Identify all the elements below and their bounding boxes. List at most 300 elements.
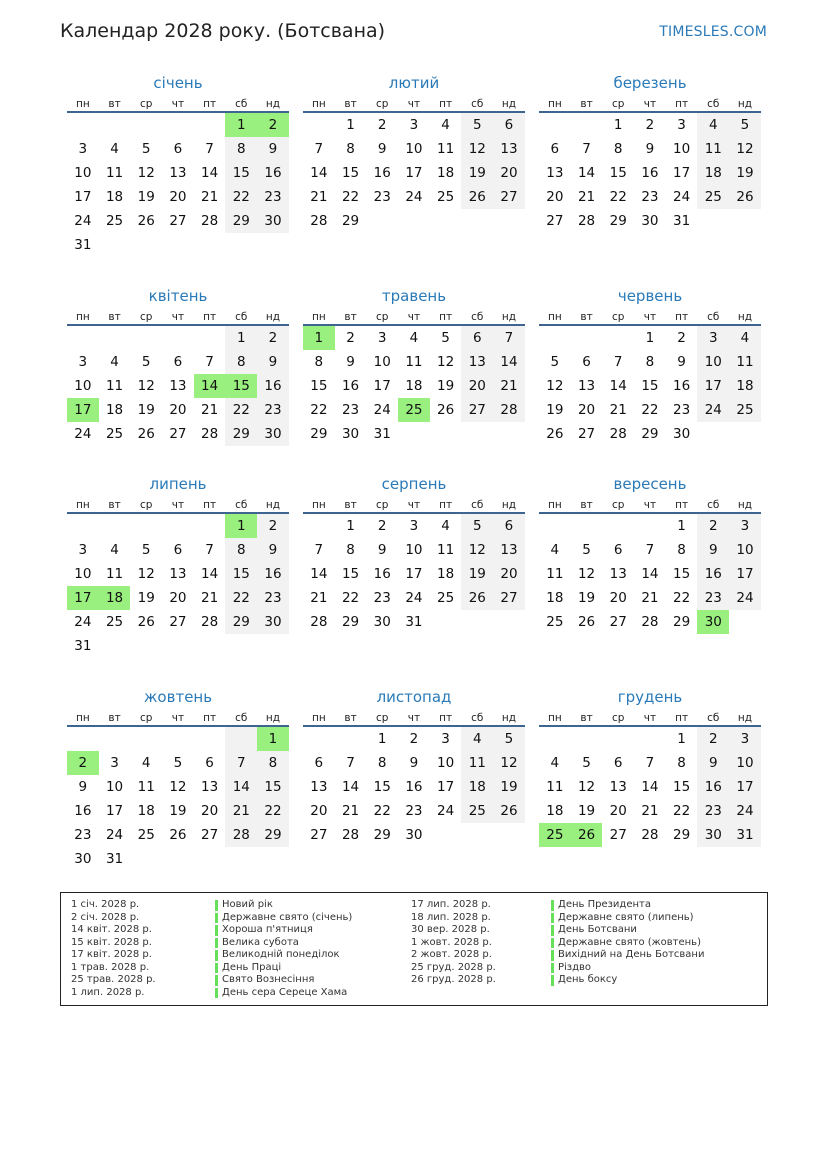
day-cell[interactable]: 13 <box>169 378 187 394</box>
day-cell[interactable]: 18 <box>137 803 155 819</box>
day-cell[interactable]: 27 <box>310 827 328 843</box>
day-cell[interactable]: 10 <box>729 538 761 562</box>
day-cell[interactable]: 26 <box>137 426 155 442</box>
day-cell[interactable]: 21 <box>310 590 328 606</box>
day-cell[interactable]: 18 <box>546 590 564 606</box>
day-cell[interactable]: 6 <box>550 141 560 157</box>
day-cell[interactable]: 3 <box>78 141 88 157</box>
day-cell[interactable]: 9 <box>78 779 88 795</box>
day-cell[interactable]: 16 <box>373 566 391 582</box>
day-cell[interactable]: 27 <box>493 185 525 209</box>
day-cell[interactable]: 13 <box>609 779 627 795</box>
day-cell[interactable]: 18 <box>729 374 761 398</box>
day-cell[interactable]: 28 <box>609 426 627 442</box>
day-cell[interactable]: 5 <box>493 727 525 751</box>
site-logo[interactable]: TIMESLES.COM <box>659 24 767 40</box>
day-cell[interactable]: 28 <box>310 213 328 229</box>
day-cell[interactable]: 30 <box>257 610 289 634</box>
day-cell[interactable]: 8 <box>225 538 257 562</box>
day-cell[interactable]: 19 <box>729 161 761 185</box>
holiday-day-cell[interactable]: 18 <box>99 586 131 610</box>
day-cell[interactable]: 29 <box>310 426 328 442</box>
day-cell[interactable]: 30 <box>341 426 360 442</box>
day-cell[interactable]: 15 <box>641 378 659 394</box>
day-cell[interactable]: 20 <box>609 803 627 819</box>
day-cell[interactable]: 26 <box>461 185 493 209</box>
holiday-day-cell[interactable]: 25 <box>398 398 430 422</box>
day-cell[interactable]: 11 <box>437 141 455 157</box>
day-cell[interactable]: 14 <box>310 566 328 582</box>
day-cell[interactable]: 17 <box>373 378 391 394</box>
day-cell[interactable]: 7 <box>346 755 355 771</box>
day-cell[interactable]: 9 <box>697 538 729 562</box>
day-cell[interactable]: 10 <box>74 378 92 394</box>
day-cell[interactable]: 11 <box>697 137 729 161</box>
day-cell[interactable]: 7 <box>314 542 324 558</box>
day-cell[interactable]: 28 <box>225 823 257 847</box>
day-cell[interactable]: 23 <box>673 402 691 418</box>
day-cell[interactable]: 3 <box>78 542 88 558</box>
day-cell[interactable]: 17 <box>74 189 92 205</box>
day-cell[interactable]: 15 <box>373 779 391 795</box>
day-cell[interactable]: 9 <box>257 538 289 562</box>
day-cell[interactable]: 19 <box>137 590 155 606</box>
day-cell[interactable]: 29 <box>225 422 257 446</box>
day-cell[interactable]: 19 <box>461 562 493 586</box>
day-cell[interactable]: 11 <box>105 566 124 582</box>
day-cell[interactable]: 19 <box>577 590 596 606</box>
day-cell[interactable]: 6 <box>314 755 324 771</box>
day-cell[interactable]: 2 <box>409 731 419 747</box>
day-cell[interactable]: 24 <box>697 398 729 422</box>
day-cell[interactable]: 10 <box>405 141 423 157</box>
day-cell[interactable]: 29 <box>609 213 627 229</box>
day-cell[interactable]: 4 <box>110 141 119 157</box>
day-cell[interactable]: 15 <box>341 165 360 181</box>
day-cell[interactable]: 16 <box>405 779 423 795</box>
day-cell[interactable]: 16 <box>257 161 289 185</box>
day-cell[interactable]: 8 <box>346 542 355 558</box>
day-cell[interactable]: 12 <box>137 165 155 181</box>
day-cell[interactable]: 2 <box>257 326 289 350</box>
day-cell[interactable]: 15 <box>225 161 257 185</box>
day-cell[interactable]: 12 <box>137 566 155 582</box>
day-cell[interactable]: 1 <box>346 117 355 133</box>
day-cell[interactable]: 22 <box>225 398 257 422</box>
day-cell[interactable]: 18 <box>105 402 124 418</box>
day-cell[interactable]: 19 <box>546 402 564 418</box>
day-cell[interactable]: 23 <box>257 398 289 422</box>
holiday-day-cell[interactable]: 26 <box>571 823 603 847</box>
day-cell[interactable]: 14 <box>225 775 257 799</box>
day-cell[interactable]: 26 <box>137 614 155 630</box>
day-cell[interactable]: 17 <box>729 775 761 799</box>
day-cell[interactable]: 6 <box>173 354 183 370</box>
day-cell[interactable]: 31 <box>673 213 691 229</box>
day-cell[interactable]: 17 <box>105 803 124 819</box>
day-cell[interactable]: 14 <box>341 779 360 795</box>
day-cell[interactable]: 22 <box>373 803 391 819</box>
day-cell[interactable]: 3 <box>78 354 88 370</box>
day-cell[interactable]: 1 <box>377 731 387 747</box>
day-cell[interactable]: 12 <box>169 779 187 795</box>
day-cell[interactable]: 1 <box>677 518 686 534</box>
day-cell[interactable]: 2 <box>697 727 729 751</box>
day-cell[interactable]: 5 <box>141 354 151 370</box>
day-cell[interactable]: 4 <box>461 727 493 751</box>
day-cell[interactable]: 16 <box>697 775 729 799</box>
day-cell[interactable]: 21 <box>201 189 219 205</box>
day-cell[interactable]: 4 <box>441 518 450 534</box>
day-cell[interactable]: 15 <box>673 779 691 795</box>
day-cell[interactable]: 26 <box>546 426 564 442</box>
day-cell[interactable]: 22 <box>225 586 257 610</box>
day-cell[interactable]: 4 <box>441 117 450 133</box>
day-cell[interactable]: 8 <box>225 137 257 161</box>
day-cell[interactable]: 26 <box>729 185 761 209</box>
day-cell[interactable]: 18 <box>697 161 729 185</box>
day-cell[interactable]: 4 <box>729 326 761 350</box>
day-cell[interactable]: 29 <box>225 610 257 634</box>
day-cell[interactable]: 28 <box>201 426 219 442</box>
day-cell[interactable]: 25 <box>105 213 124 229</box>
day-cell[interactable]: 23 <box>405 803 423 819</box>
day-cell[interactable]: 26 <box>437 402 455 418</box>
day-cell[interactable]: 12 <box>729 137 761 161</box>
day-cell[interactable]: 31 <box>729 823 761 847</box>
day-cell[interactable]: 15 <box>225 562 257 586</box>
day-cell[interactable]: 27 <box>461 398 493 422</box>
day-cell[interactable]: 22 <box>341 590 360 606</box>
day-cell[interactable]: 27 <box>609 827 627 843</box>
day-cell[interactable]: 22 <box>310 402 328 418</box>
day-cell[interactable]: 30 <box>257 209 289 233</box>
day-cell[interactable]: 25 <box>697 185 729 209</box>
day-cell[interactable]: 3 <box>441 731 450 747</box>
day-cell[interactable]: 13 <box>609 566 627 582</box>
day-cell[interactable]: 8 <box>377 755 387 771</box>
day-cell[interactable]: 20 <box>310 803 328 819</box>
day-cell[interactable]: 27 <box>609 614 627 630</box>
day-cell[interactable]: 24 <box>437 803 455 819</box>
day-cell[interactable]: 21 <box>201 402 219 418</box>
day-cell[interactable]: 20 <box>461 374 493 398</box>
day-cell[interactable]: 1 <box>613 117 623 133</box>
day-cell[interactable]: 26 <box>169 827 187 843</box>
day-cell[interactable]: 29 <box>373 827 391 843</box>
day-cell[interactable]: 25 <box>437 189 455 205</box>
day-cell[interactable]: 17 <box>405 566 423 582</box>
day-cell[interactable]: 20 <box>577 402 596 418</box>
day-cell[interactable]: 29 <box>225 209 257 233</box>
day-cell[interactable]: 20 <box>546 189 564 205</box>
day-cell[interactable]: 23 <box>257 185 289 209</box>
day-cell[interactable]: 23 <box>641 189 659 205</box>
day-cell[interactable]: 5 <box>141 141 151 157</box>
day-cell[interactable]: 24 <box>373 402 391 418</box>
day-cell[interactable]: 24 <box>74 614 92 630</box>
day-cell[interactable]: 12 <box>546 378 564 394</box>
holiday-day-cell[interactable]: 25 <box>539 823 571 847</box>
day-cell[interactable]: 4 <box>110 354 119 370</box>
day-cell[interactable]: 11 <box>105 165 124 181</box>
day-cell[interactable]: 7 <box>225 751 257 775</box>
day-cell[interactable]: 3 <box>729 514 761 538</box>
day-cell[interactable]: 2 <box>257 514 289 538</box>
day-cell[interactable]: 6 <box>613 542 623 558</box>
day-cell[interactable]: 29 <box>341 614 360 630</box>
day-cell[interactable]: 5 <box>141 542 151 558</box>
day-cell[interactable]: 19 <box>461 161 493 185</box>
day-cell[interactable]: 3 <box>409 117 419 133</box>
day-cell[interactable]: 9 <box>677 354 686 370</box>
day-cell[interactable]: 13 <box>546 165 564 181</box>
day-cell[interactable]: 16 <box>74 803 92 819</box>
day-cell[interactable]: 16 <box>697 562 729 586</box>
day-cell[interactable]: 14 <box>201 165 219 181</box>
day-cell[interactable]: 9 <box>697 751 729 775</box>
day-cell[interactable]: 8 <box>346 141 355 157</box>
day-cell[interactable]: 15 <box>673 566 691 582</box>
day-cell[interactable]: 20 <box>493 562 525 586</box>
day-cell[interactable]: 24 <box>405 189 423 205</box>
day-cell[interactable]: 12 <box>577 779 596 795</box>
day-cell[interactable]: 21 <box>493 374 525 398</box>
day-cell[interactable]: 11 <box>546 779 564 795</box>
day-cell[interactable]: 27 <box>493 586 525 610</box>
day-cell[interactable]: 4 <box>550 755 560 771</box>
day-cell[interactable]: 21 <box>577 189 596 205</box>
day-cell[interactable]: 30 <box>257 422 289 446</box>
day-cell[interactable]: 3 <box>697 326 729 350</box>
day-cell[interactable]: 10 <box>74 566 92 582</box>
day-cell[interactable]: 7 <box>205 354 214 370</box>
holiday-day-cell[interactable]: 2 <box>257 113 289 137</box>
day-cell[interactable]: 21 <box>609 402 627 418</box>
day-cell[interactable]: 20 <box>609 590 627 606</box>
day-cell[interactable]: 26 <box>493 799 525 823</box>
day-cell[interactable]: 20 <box>169 402 187 418</box>
day-cell[interactable]: 24 <box>105 827 124 843</box>
day-cell[interactable]: 5 <box>461 514 493 538</box>
day-cell[interactable]: 7 <box>613 354 623 370</box>
day-cell[interactable]: 24 <box>405 590 423 606</box>
day-cell[interactable]: 5 <box>582 542 591 558</box>
day-cell[interactable]: 22 <box>225 185 257 209</box>
day-cell[interactable]: 24 <box>673 189 691 205</box>
day-cell[interactable]: 25 <box>461 799 493 823</box>
day-cell[interactable]: 9 <box>257 137 289 161</box>
day-cell[interactable]: 12 <box>577 566 596 582</box>
day-cell[interactable]: 23 <box>697 586 729 610</box>
day-cell[interactable]: 21 <box>641 590 659 606</box>
day-cell[interactable]: 3 <box>377 330 387 346</box>
day-cell[interactable]: 27 <box>169 614 187 630</box>
day-cell[interactable]: 30 <box>697 823 729 847</box>
day-cell[interactable]: 28 <box>641 827 659 843</box>
day-cell[interactable]: 19 <box>169 803 187 819</box>
day-cell[interactable]: 12 <box>461 538 493 562</box>
day-cell[interactable]: 25 <box>105 426 124 442</box>
day-cell[interactable]: 18 <box>437 566 455 582</box>
day-cell[interactable]: 16 <box>257 374 289 398</box>
day-cell[interactable]: 9 <box>346 354 355 370</box>
day-cell[interactable]: 31 <box>74 237 92 253</box>
day-cell[interactable]: 22 <box>341 189 360 205</box>
day-cell[interactable]: 8 <box>677 542 686 558</box>
day-cell[interactable]: 9 <box>409 755 419 771</box>
day-cell[interactable]: 11 <box>105 378 124 394</box>
day-cell[interactable]: 16 <box>641 165 659 181</box>
day-cell[interactable]: 24 <box>729 586 761 610</box>
day-cell[interactable]: 23 <box>257 586 289 610</box>
day-cell[interactable]: 22 <box>673 803 691 819</box>
day-cell[interactable]: 20 <box>201 803 219 819</box>
day-cell[interactable]: 6 <box>173 542 183 558</box>
day-cell[interactable]: 8 <box>677 755 686 771</box>
day-cell[interactable]: 15 <box>609 165 627 181</box>
day-cell[interactable]: 17 <box>405 165 423 181</box>
day-cell[interactable]: 7 <box>645 755 655 771</box>
day-cell[interactable]: 10 <box>729 751 761 775</box>
day-cell[interactable]: 21 <box>310 189 328 205</box>
day-cell[interactable]: 10 <box>673 141 691 157</box>
day-cell[interactable]: 29 <box>673 827 691 843</box>
day-cell[interactable]: 28 <box>310 614 328 630</box>
day-cell[interactable]: 23 <box>341 402 360 418</box>
day-cell[interactable]: 11 <box>461 751 493 775</box>
day-cell[interactable]: 30 <box>405 827 423 843</box>
day-cell[interactable]: 2 <box>697 514 729 538</box>
day-cell[interactable]: 5 <box>173 755 183 771</box>
day-cell[interactable]: 8 <box>645 354 655 370</box>
day-cell[interactable]: 19 <box>137 189 155 205</box>
day-cell[interactable]: 26 <box>137 213 155 229</box>
day-cell[interactable]: 23 <box>74 827 92 843</box>
day-cell[interactable]: 9 <box>377 542 387 558</box>
day-cell[interactable]: 27 <box>577 426 596 442</box>
day-cell[interactable]: 13 <box>201 779 219 795</box>
day-cell[interactable]: 6 <box>461 326 493 350</box>
day-cell[interactable]: 21 <box>225 799 257 823</box>
day-cell[interactable]: 28 <box>493 398 525 422</box>
day-cell[interactable]: 5 <box>441 330 450 346</box>
day-cell[interactable]: 1 <box>346 518 355 534</box>
day-cell[interactable]: 3 <box>729 727 761 751</box>
day-cell[interactable]: 8 <box>225 350 257 374</box>
day-cell[interactable]: 6 <box>173 141 183 157</box>
day-cell[interactable]: 14 <box>609 378 627 394</box>
day-cell[interactable]: 27 <box>201 827 219 843</box>
day-cell[interactable]: 14 <box>201 566 219 582</box>
day-cell[interactable]: 29 <box>673 614 691 630</box>
day-cell[interactable]: 24 <box>74 213 92 229</box>
day-cell[interactable]: 28 <box>577 213 596 229</box>
day-cell[interactable]: 23 <box>697 799 729 823</box>
day-cell[interactable]: 30 <box>641 213 659 229</box>
day-cell[interactable]: 16 <box>373 165 391 181</box>
day-cell[interactable]: 22 <box>673 590 691 606</box>
day-cell[interactable]: 13 <box>169 165 187 181</box>
day-cell[interactable]: 20 <box>169 189 187 205</box>
day-cell[interactable]: 6 <box>493 113 525 137</box>
day-cell[interactable]: 9 <box>257 350 289 374</box>
day-cell[interactable]: 13 <box>493 538 525 562</box>
day-cell[interactable]: 25 <box>546 614 564 630</box>
day-cell[interactable]: 19 <box>493 775 525 799</box>
day-cell[interactable]: 28 <box>201 213 219 229</box>
day-cell[interactable]: 3 <box>409 518 419 534</box>
day-cell[interactable]: 14 <box>310 165 328 181</box>
day-cell[interactable]: 10 <box>437 755 455 771</box>
day-cell[interactable]: 2 <box>677 330 686 346</box>
holiday-day-cell[interactable]: 17 <box>67 586 99 610</box>
day-cell[interactable]: 2 <box>645 117 655 133</box>
holiday-day-cell[interactable]: 1 <box>257 727 289 751</box>
day-cell[interactable]: 5 <box>461 113 493 137</box>
day-cell[interactable]: 8 <box>314 354 324 370</box>
holiday-day-cell[interactable]: 1 <box>225 514 257 538</box>
day-cell[interactable]: 12 <box>461 137 493 161</box>
day-cell[interactable]: 12 <box>493 751 525 775</box>
day-cell[interactable]: 6 <box>205 755 214 771</box>
day-cell[interactable]: 7 <box>582 141 591 157</box>
day-cell[interactable]: 23 <box>373 590 391 606</box>
day-cell[interactable]: 28 <box>641 614 659 630</box>
day-cell[interactable]: 11 <box>546 566 564 582</box>
day-cell[interactable]: 13 <box>169 566 187 582</box>
day-cell[interactable]: 26 <box>461 586 493 610</box>
day-cell[interactable]: 10 <box>697 350 729 374</box>
day-cell[interactable]: 13 <box>493 137 525 161</box>
day-cell[interactable]: 2 <box>377 518 387 534</box>
day-cell[interactable]: 17 <box>729 562 761 586</box>
day-cell[interactable]: 22 <box>641 402 659 418</box>
day-cell[interactable]: 6 <box>613 755 623 771</box>
day-cell[interactable]: 2 <box>377 117 387 133</box>
day-cell[interactable]: 9 <box>645 141 655 157</box>
day-cell[interactable]: 14 <box>641 779 659 795</box>
day-cell[interactable]: 8 <box>257 751 289 775</box>
day-cell[interactable]: 18 <box>546 803 564 819</box>
day-cell[interactable]: 11 <box>137 779 155 795</box>
day-cell[interactable]: 26 <box>577 614 596 630</box>
day-cell[interactable]: 16 <box>673 378 691 394</box>
day-cell[interactable]: 1 <box>645 330 655 346</box>
day-cell[interactable]: 7 <box>205 542 214 558</box>
day-cell[interactable]: 29 <box>641 426 659 442</box>
day-cell[interactable]: 28 <box>201 614 219 630</box>
day-cell[interactable]: 14 <box>641 566 659 582</box>
day-cell[interactable]: 12 <box>437 354 455 370</box>
holiday-day-cell[interactable]: 1 <box>303 326 335 350</box>
day-cell[interactable]: 13 <box>577 378 596 394</box>
day-cell[interactable]: 4 <box>550 542 560 558</box>
day-cell[interactable]: 10 <box>373 354 391 370</box>
day-cell[interactable]: 25 <box>729 398 761 422</box>
day-cell[interactable]: 10 <box>74 165 92 181</box>
day-cell[interactable]: 28 <box>341 827 360 843</box>
day-cell[interactable]: 7 <box>493 326 525 350</box>
day-cell[interactable]: 14 <box>493 350 525 374</box>
day-cell[interactable]: 31 <box>105 851 124 867</box>
day-cell[interactable]: 18 <box>105 189 124 205</box>
day-cell[interactable]: 13 <box>310 779 328 795</box>
day-cell[interactable]: 20 <box>493 161 525 185</box>
day-cell[interactable]: 21 <box>201 590 219 606</box>
day-cell[interactable]: 4 <box>409 330 419 346</box>
day-cell[interactable]: 21 <box>641 803 659 819</box>
